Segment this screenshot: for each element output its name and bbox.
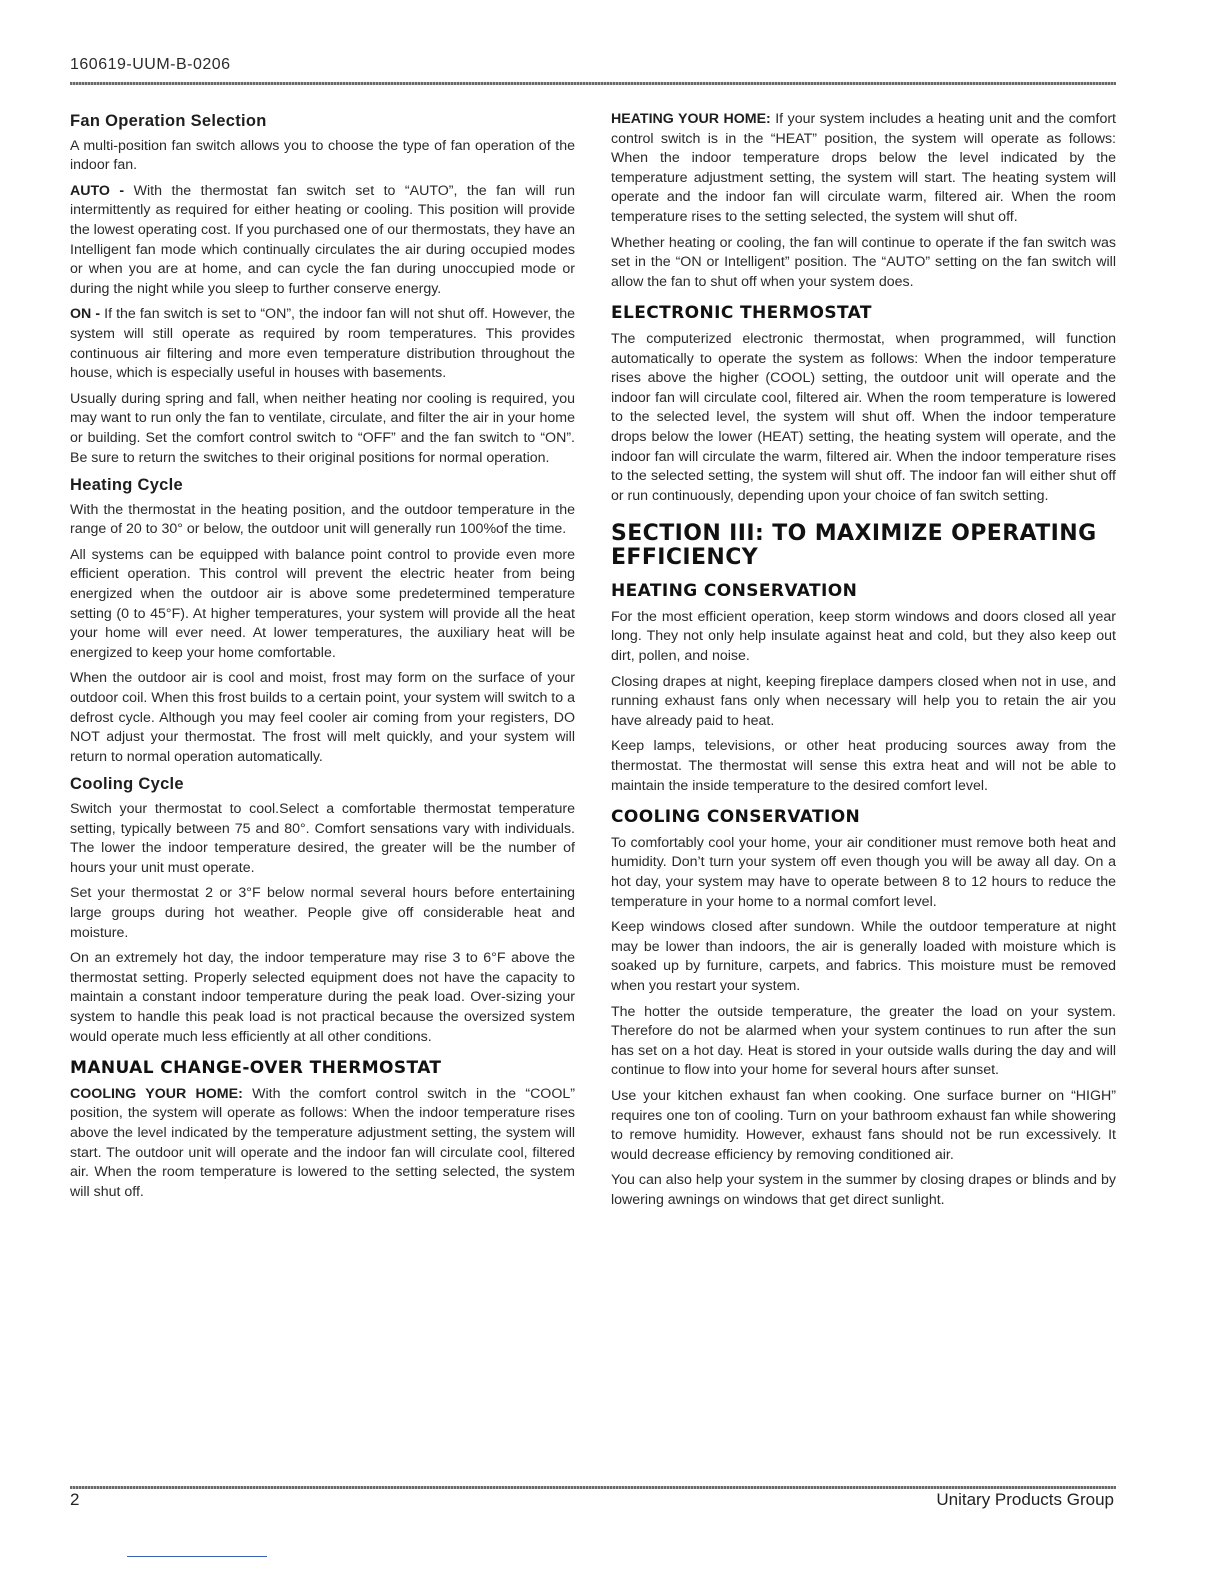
footer-company-name: Unitary Products Group [936,1490,1114,1509]
usually-paragraph: Usually during spring and fall, when neither heating nor cooling is required, you may want to run only the fan to ventilate, circulate, and filter the air in your home or building. Set the comfort control switch to “OFF” and the fan switch to “ON”. Be sure to return the switches to their original positions for normal operation. [70,390,575,466]
auto-paragraph [70,182,575,300]
auto-text: With the thermostat fan switch set to “AUTO”, the fan will run intermittently as required for either heating or cooling. This position will provide the lowest operating cost. If you purchased one of our thermostats, they have an Intelligent fan mode which continually circulates the air during occupied modes or when you are at home, and can cycle the fan during unoccupied mode or during the night while you sleep to further conserve energy. [70,182,575,297]
whether-paragraph: Whether heating or cooling, the fan will continue to operate if the fan switch was set in the “ON or Intelligent” position. The “AUTO” setting on the fan switch will allow the fan to shut off when your system does. [611,234,1116,290]
section-iii-heading: SECTION III: TO MAXIMIZE OPERATING EFFICIENCY [611,521,1097,571]
cooling-conservation-paragraph-2: Keep windows closed after sundown. While the outdoor temperature at night may be lower than indoors, the air is generally loaded with moisture which is soaked up by furniture, carpets, and fabrics. This moisture must be removed when you restart your system. [611,919,1116,994]
cooling-conservation-paragraph-3: The hotter the outside temperature, the greater the load on your system. Therefore do not be alarmed when your system continues to run after the sun has set on a hot day. Heat is stored in your outside walls during the day and will continue to flow into your home for several hours after sunset. [611,1003,1116,1079]
cooling-cycle-paragraph-1: Switch your thermostat to cool.Select a comfortable thermostat temperature setting, typically between 75 and 80°. Comfort sensations vary with individuals. The lower the indoor temperature desired, the greater will be the number of hours your unit must operate. [70,801,575,876]
manual-changeover-heading: MANUAL CHANGE-OVER THERMOSTAT [70,1058,442,1079]
electronic-thermostat-heading: ELECTRONIC THERMOSTAT [611,303,872,324]
right-column [611,110,1116,1217]
cooling-conservation-paragraph-1: To comfortably cool your home, your air conditioner must remove both heat and humidity. Don’t turn your system off even though you will be away all day. On a hot day, your system may have to operate between 8 to 12 hours to reduce the temperature in your home to a normal comfort level. [611,834,1116,910]
document-code: 160619-UUM-B-0206 [70,56,231,73]
cooling-your-home-paragraph [70,1085,575,1203]
fan-intro-paragraph: A multi-position fan switch allows you to choose the type of fan operation of the indoor fan. [70,137,575,174]
heating-your-home-text: If your system includes a heating unit and the comfort control switch is in the “HEAT” position, the system will operate as follows: When the indoor temperature drops below the level indicated by the temperature adjustment setting, the system will start. The heating system will operate and the indoor fan will circulate warm, filtered air. When the room temperature rises to the setting selected, the system will shut off. [611,111,1116,225]
heating-your-home-paragraph [611,110,1116,228]
fan-operation-heading: Fan Operation Selection [70,112,267,130]
on-lead: ON - [70,306,101,323]
heating-cycle-paragraph-1: With the thermostat in the heating position, and the outdoor temperature in the range of 20 to 30° or below, the outdoor unit will generally run 100%of the time. [70,501,575,538]
cooling-cycle-paragraph-3: On an extremely hot day, the indoor temperature may rise 3 to 6°F above the thermostat setting. Properly selected equipment does not have the capacity to maintain a constant indoor temperature during the peak load. Over-sizing your system to handle this peak load is not practical because the oversized system would operate much less efficiently at all other conditions. [70,950,575,1045]
heating-conservation-paragraph-2: Closing drapes at night, keeping fireplace dampers closed when not in use, and running exhaust fans only when necessary will help you to retain the air you have already paid to heat. [611,673,1116,729]
cooling-your-home-text: With the comfort control switch in the “COOL” position, the system will operate as follows: When the indoor temperature rises above the level indicated by the temperature adjustment setting, the system will start. The outdoor unit will operate and the indoor fan will circulate cool, filtered air. When the room temperature is lowered to the setting selected, the system will shut off. [70,1085,575,1200]
heating-your-home-lead: HEATING YOUR HOME: [611,111,771,127]
left-column [70,110,575,1208]
auto-lead: AUTO - [70,182,125,199]
cooling-your-home-lead: COOLING YOUR HOME: [70,1085,243,1102]
heating-conservation-heading: HEATING CONSERVATION [611,581,858,602]
footnote-rule [127,1556,267,1557]
on-paragraph [70,305,575,383]
cooling-conservation-paragraph-4: Use your kitchen exhaust fan when cooking. One surface burner on “HIGH” requires one ton of cooling. Turn on your bathroom exhaust fan while showering to remove humidity. However, exhaust fans should not be run excessively. It would decrease efficiency by removing conditioned air. [611,1087,1116,1163]
cooling-conservation-paragraph-5: You can also help your system in the summer by closing drapes or blinds and by lowering awnings on windows that get direct sunlight. [611,1172,1116,1208]
heating-cycle-paragraph-2: All systems can be equipped with balance point control to provide even more efficient operation. This control will prevent the electric heater from being energized when the outdoor air is above some predetermined temperature setting (0 to 45°F). At higher temperatures, your system will provide all the heat your home will ever need. At lower temperatures, the auxiliary heat will be energized to keep your home comfortable. [70,546,575,661]
cooling-cycle-paragraph-2: Set your thermostat 2 or 3°F below normal several hours before entertaining large groups during hot weather. People give off considerable heat and moisture. [70,885,575,941]
heating-conservation-paragraph-1: For the most efficient operation, keep storm windows and doors closed all year long. They not only help insulate against heat and cold, but they also keep out dirt, pollen, and noise. [611,608,1116,665]
cooling-conservation-heading: COOLING CONSERVATION [611,807,861,828]
header-rule [70,82,1116,85]
heating-conservation-paragraph-3: Keep lamps, televisions, or other heat producing sources away from the thermostat. The thermostat will sense this extra heat and will not be able to maintain the inside temperature to the desired comfort level. [611,738,1116,794]
heating-cycle-heading: Heating Cycle [70,476,184,495]
cooling-cycle-heading: Cooling Cycle [70,775,184,794]
page-number: 2 [70,1490,80,1509]
heating-cycle-paragraph-3: When the outdoor air is cool and moist, frost may form on the surface of your outdoor coil. When this frost builds to a certain point, your system will switch to a defrost cycle. Although you may feel cooler air coming from your registers, DO NOT adjust your thermostat. The frost will melt quickly, and your system will return to normal operation automatically. [70,670,575,765]
electronic-thermostat-paragraph: The computerized electronic thermostat, when programmed, will function automatically to operate the system as follows: When the indoor temperature rises above the higher (COOL) setting, the outdoor unit will operate and the indoor fan will circulate cool, filtered air. When the room temperature is lowered to the selected level, the system will shut off. When the indoor temperature drops below the lower (HEAT) setting, the heating system will operate, and the indoor fan will circulate the warm, filtered air. When the indoor temperature rises to the selected setting, the system will shut off. The indoor fan will either shut off or run continuously, depending upon your choice of fan switch setting. [611,330,1116,504]
footer-rule [70,1486,1116,1489]
on-text: If the fan switch is set to “ON”, the indoor fan will not shut off. However, the system will still operate as required by room temperatures. This provides continuous air filtering and more even temperature distribution throughout the house, which is especially useful in houses with basements. [70,306,575,382]
